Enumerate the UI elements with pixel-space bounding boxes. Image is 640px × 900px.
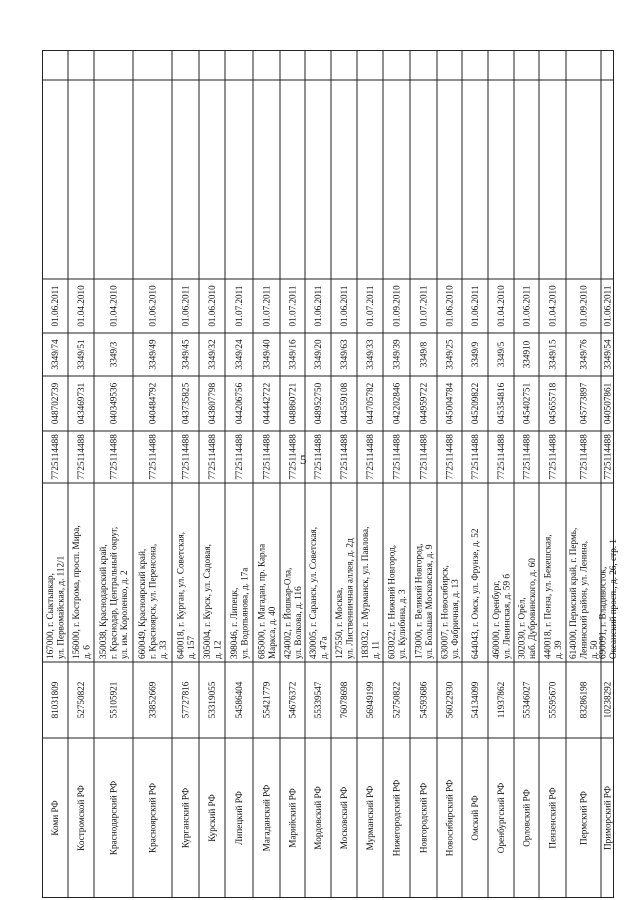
cell-date: 01.04.2010	[496, 285, 507, 327]
cell-inn: 7725114488	[207, 434, 218, 480]
cell-date: 01.04.2010	[108, 285, 119, 327]
cell-code: 76078698	[339, 681, 350, 719]
cell-code: 55346027	[521, 681, 532, 719]
cell-region: Новосибирский РФ	[444, 779, 455, 857]
cell-region: Пермский РФ	[578, 791, 589, 845]
cell-number: 3349/74	[50, 339, 61, 370]
cell-number: 3349/40	[261, 339, 272, 370]
cell-inn: 7725114488	[234, 434, 245, 480]
cell-code: 54593686	[418, 681, 429, 719]
cell-code: 33852669	[147, 681, 158, 719]
cell-address: 398046, г. Липецк,	[228, 587, 239, 659]
cell-address: Океанский просп., д. 26, стр. 1	[607, 539, 618, 659]
cell-region: Пензенский РФ	[547, 787, 558, 849]
cell-address: 460000, г. Оренбург,	[490, 580, 501, 659]
cell-account: 040349536	[108, 382, 119, 425]
page-number: 5	[300, 452, 307, 467]
cell-code: 54676372	[287, 681, 298, 719]
cell-address: 424002, г. Йошкар-Ола,	[282, 567, 293, 659]
cell-inn: 7725114488	[180, 434, 191, 480]
cell-code: 83286198	[578, 681, 589, 719]
cell-address: ул. Первомайская, д. 112/1	[55, 555, 66, 659]
table-svg	[42, 50, 618, 898]
cell-inn: 7725114488	[578, 434, 589, 480]
cell-inn: 7725114488	[50, 434, 61, 480]
cell-code: 52750822	[76, 681, 87, 719]
cell-address: ул. им. Короленко, д. 2	[119, 570, 130, 659]
cell-date: 01.07.2011	[418, 285, 429, 327]
cell-address: 614000, Пермский край, г. Пермь,	[568, 527, 579, 659]
cell-account: 048952750	[313, 382, 324, 425]
cell-address: Ленинский район, ул. Ленина,	[578, 540, 589, 659]
cell-number: 3349/45	[180, 339, 191, 370]
cell-region: Новгородский РФ	[418, 782, 429, 854]
cell-number: 3349/8	[418, 341, 429, 368]
rotated-table	[42, 50, 618, 898]
cell-address: 167000, г. Сыктывкар,	[44, 573, 55, 659]
cell-inn: 7725114488	[521, 434, 532, 480]
cell-region: Омский РФ	[470, 795, 481, 841]
cell-address: ул. Фабричная, д. 13	[449, 579, 460, 659]
cell-address: ул. Ленинская, д. 59 б	[501, 573, 512, 659]
cell-region: Курский РФ	[207, 794, 218, 842]
cell-number: 3349/51	[76, 339, 87, 370]
cell-region: Приморский РФ	[602, 785, 613, 851]
cell-address: д. 47а	[318, 636, 329, 659]
cell-account: 048860721	[287, 382, 298, 425]
cell-address: Маркса, д. 40	[266, 606, 277, 659]
cell-region: Мордовский РФ	[313, 786, 324, 850]
cell-address: ул. Волкова, д. 116	[292, 586, 303, 659]
cell-inn: 7725114488	[339, 434, 350, 480]
cell-address: 183032, г. Мурманск, ул. Павлова,	[359, 526, 370, 659]
cell-address: д. 39	[552, 640, 563, 659]
cell-region: Костромской РФ	[76, 785, 87, 851]
cell-account: 044206756	[234, 382, 245, 425]
cell-account: 044559108	[339, 382, 350, 425]
cell-number: 3349/32	[207, 339, 218, 370]
cell-date: 01.09.2010	[578, 285, 589, 327]
cell-account: 045773897	[578, 382, 589, 425]
cell-code: 55595670	[547, 681, 558, 719]
cell-number: 3349/49	[147, 339, 158, 370]
cell-inn: 7725114488	[313, 434, 324, 480]
cell-account: 044705782	[365, 382, 376, 425]
cell-inn: 7725114488	[261, 434, 272, 480]
cell-inn: 7725114488	[444, 434, 455, 480]
cell-inn: 7725114488	[496, 434, 507, 480]
cell-address: 305004, г. Курск, ул. Садовая,	[201, 544, 212, 659]
cell-inn: 7725114488	[602, 434, 613, 480]
cell-code: 55105921	[108, 681, 119, 719]
cell-code: 81031809	[50, 681, 61, 719]
cell-region: Оренбургский РФ	[496, 782, 507, 854]
cell-address: 430005, г. Саранск, ул. Советская,	[307, 527, 318, 659]
cell-region: Курганский РФ	[180, 787, 191, 849]
cell-code: 54134099	[470, 681, 481, 719]
cell-account: 045655718	[547, 382, 558, 425]
cell-code: 56022930	[444, 681, 455, 719]
cell-date: 01.06.2011	[313, 285, 324, 327]
cell-region: Краснодарский РФ	[108, 780, 119, 856]
cell-number: 3349/25	[444, 339, 455, 370]
cell-inn: 7725114488	[147, 434, 158, 480]
cell-code: 55339547	[313, 681, 324, 719]
cell-inn: 7725114488	[287, 434, 298, 480]
cell-region: Марийский РФ	[287, 788, 298, 848]
cell-number: 3349/54	[602, 339, 613, 370]
cell-address: д. 12	[212, 640, 223, 659]
cell-address: 603022, г. Нижний Новгород,	[386, 544, 397, 659]
cell-date: 01.09.2010	[391, 285, 402, 327]
cell-date: 01.06.2011	[470, 285, 481, 327]
cell-region: Липецкий РФ	[234, 791, 245, 845]
cell-number: 3349/16	[287, 339, 298, 370]
cell-address: г. Красноярск, ул. Перенсона,	[147, 543, 158, 659]
cell-date: 01.06.2010	[444, 285, 455, 327]
cell-code: 11937862	[496, 681, 507, 719]
cell-number: 3349/76	[578, 339, 589, 370]
cell-address: 660049, Красноярский край,	[137, 548, 148, 659]
cell-account: 048702739	[50, 382, 61, 425]
cell-address: ул. Большая Московская, д. 9	[423, 544, 434, 659]
cell-number: 3349/20	[313, 339, 324, 370]
cell-date: 01.07.2011	[261, 285, 272, 327]
cell-code: 10238292	[602, 681, 613, 719]
cell-address: 640018, г. Курган, ул. Советская,	[175, 531, 186, 659]
cell-address: 127550, г. Москва,	[333, 587, 344, 659]
cell-region: Мурманский РФ	[365, 785, 376, 851]
cell-date: 01.04.2010	[76, 285, 87, 327]
cell-address: 644043, г. Омск, ул. Фрунзе, д. 52	[470, 528, 481, 659]
cell-address: д. 50	[589, 640, 600, 659]
cell-region: Магаданский РФ	[261, 784, 272, 852]
cell-inn: 7725114488	[470, 434, 481, 480]
cell-account: 045354816	[496, 382, 507, 425]
cell-number: 3349/24	[234, 339, 245, 370]
cell-account: 045402751	[521, 382, 532, 425]
cell-address: 350038, Краснодарский край,	[98, 544, 109, 659]
cell-date: 01.06.2011	[602, 285, 613, 327]
cell-address: 173000, г. Великий Новгород,	[413, 543, 424, 659]
cell-date: 01.07.2011	[365, 285, 376, 327]
cell-address: г. Краснодар, Центральный округ,	[108, 526, 119, 659]
cell-address: 690091, г. Владивосток,	[597, 566, 608, 659]
cell-number: 3349/15	[547, 339, 558, 370]
cell-date: 01.06.2011	[521, 285, 532, 327]
cell-number: 3349/9	[470, 341, 481, 368]
cell-account: 043807798	[207, 382, 218, 425]
cell-number: 3349/39	[391, 339, 402, 370]
cell-inn: 7725114488	[365, 434, 376, 480]
cell-date: 01.06.2011	[180, 285, 191, 327]
cell-code: 57727816	[180, 681, 191, 719]
cell-region: Красноярский РФ	[147, 783, 158, 853]
cell-inn: 7725114488	[108, 434, 119, 480]
cell-code: 55421779	[261, 681, 272, 719]
cell-account: 045209822	[470, 382, 481, 425]
cell-number: 3349/3	[108, 341, 119, 368]
cell-date: 01.07.2011	[234, 285, 245, 327]
cell-address: д. 11	[370, 640, 381, 659]
cell-account: 040507861	[602, 382, 613, 425]
cell-number: 3349/63	[339, 339, 350, 370]
cell-date: 01.06.2011	[50, 285, 61, 327]
cell-inn: 7725114488	[391, 434, 402, 480]
cell-account: 042202846	[391, 382, 402, 425]
cell-address: 302030, г. Орёл,	[516, 597, 527, 659]
cell-address: д. 33	[158, 640, 169, 659]
cell-region: Нижегородский РФ	[391, 779, 402, 857]
cell-date: 01.06.2010	[147, 285, 158, 327]
cell-account: 043735825	[180, 382, 191, 425]
cell-account: 045004784	[444, 382, 455, 425]
cell-number: 3349/33	[365, 339, 376, 370]
cell-address: 156000, г. Кострома, просп. Мира,	[70, 525, 81, 659]
cell-region: Московский РФ	[339, 786, 350, 850]
cell-address: 630007, г. Новосибирск,	[439, 565, 450, 659]
cell-date: 01.06.2010	[207, 285, 218, 327]
cell-account: 044442722	[261, 382, 272, 425]
cell-date: 01.07.2011	[287, 285, 298, 327]
cell-date: 01.04.2010	[547, 285, 558, 327]
cell-date: 01.06.2011	[339, 285, 350, 327]
cell-address: д. 6	[81, 645, 92, 659]
cell-inn: 7725114488	[76, 434, 87, 480]
cell-address: ул. Кулибина, д. 3	[396, 589, 407, 659]
cell-inn: 7725114488	[547, 434, 558, 480]
cell-address: наб. Дубровинского, д. 60	[526, 558, 537, 659]
cell-region: Коми РФ	[50, 800, 61, 836]
cell-account: 043469731	[76, 382, 87, 425]
cell-address: ул. Лиственничная аллея, д. 2д	[344, 538, 355, 659]
cell-address: 440018, г. Пенза, ул. Бекешская,	[542, 534, 553, 659]
cell-account: 044959722	[418, 382, 429, 425]
cell-code: 54586404	[234, 681, 245, 719]
cell-code: 56949199	[365, 681, 376, 719]
cell-account: 040484792	[147, 382, 158, 425]
cell-code: 52750822	[391, 681, 402, 719]
cell-number: 3349/5	[496, 341, 507, 368]
cell-inn: 7725114488	[418, 434, 429, 480]
cell-address: д. 157	[185, 635, 196, 659]
cell-address: 685000, г. Магадан, пр. Карла	[256, 543, 267, 659]
cell-number: 334910	[521, 340, 532, 369]
cell-address: ул. Водопьянова, д. 17а	[239, 567, 250, 659]
cell-code: 53319055	[207, 681, 218, 719]
cell-region: Орловский РФ	[521, 789, 532, 847]
